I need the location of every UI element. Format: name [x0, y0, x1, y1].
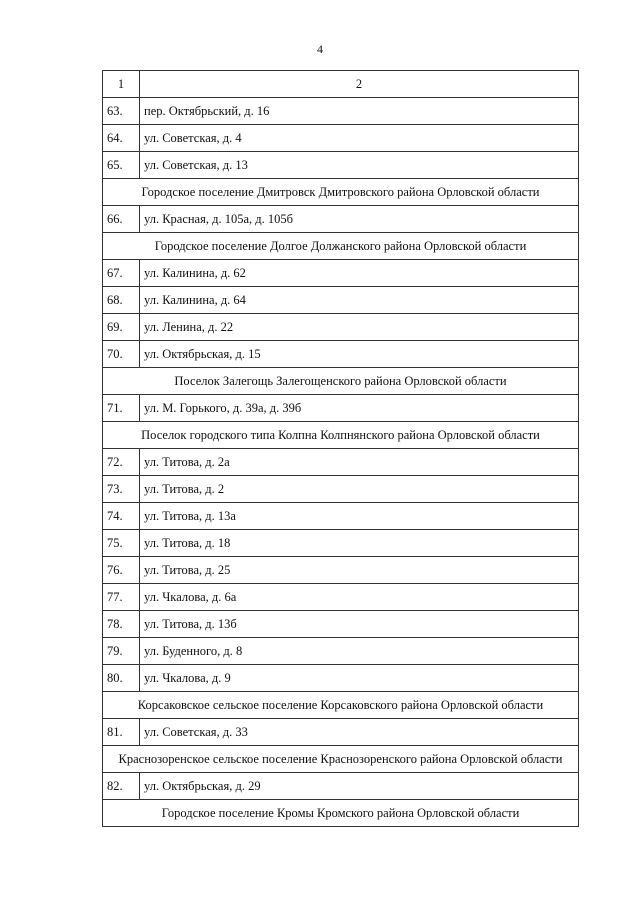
table-row: [103, 584, 579, 611]
section-row: [103, 368, 579, 395]
row-address: ул. Титова, д. 18: [140, 530, 579, 557]
row-number: 81.: [103, 719, 140, 746]
table-row: [103, 638, 579, 665]
section-row: [103, 233, 579, 260]
header-cell-address: 2: [140, 71, 579, 98]
row-address: ул. Титова, д. 13б: [140, 611, 579, 638]
table-header-row: [103, 71, 579, 98]
row-address: ул. Титова, д. 25: [140, 557, 579, 584]
row-number: 79.: [103, 638, 140, 665]
row-address: ул. Титова, д. 2: [140, 476, 579, 503]
row-number: 80.: [103, 665, 140, 692]
row-address: ул. Советская, д. 4: [140, 125, 579, 152]
page-number: 4: [317, 42, 323, 56]
row-number: 75.: [103, 530, 140, 557]
table-row: [103, 611, 579, 638]
table-row: [103, 395, 579, 422]
row-number: 66.: [103, 206, 140, 233]
row-number: 74.: [103, 503, 140, 530]
row-address: ул. Чкалова, д. 9: [140, 665, 579, 692]
row-address: ул. Советская, д. 33: [140, 719, 579, 746]
section-row: [103, 746, 579, 773]
row-address: ул. Буденного, д. 8: [140, 638, 579, 665]
table-row: [103, 206, 579, 233]
section-row: [103, 692, 579, 719]
row-address: ул. Калинина, д. 62: [140, 260, 579, 287]
table-row: [103, 152, 579, 179]
table-row: [103, 314, 579, 341]
row-number: 77.: [103, 584, 140, 611]
row-address: ул. Титова, д. 13а: [140, 503, 579, 530]
table-row: [103, 260, 579, 287]
row-address: ул. Октябрьская, д. 29: [140, 773, 579, 800]
row-number: 65.: [103, 152, 140, 179]
table-row: [103, 530, 579, 557]
row-number: 78.: [103, 611, 140, 638]
row-number: 67.: [103, 260, 140, 287]
table-row: [103, 503, 579, 530]
row-address: ул. Октябрьская, д. 15: [140, 341, 579, 368]
table-row: [103, 287, 579, 314]
section-title: Городское поселение Дмитровск Дмитровского района Орловской области: [103, 179, 579, 206]
row-number: 72.: [103, 449, 140, 476]
table-row: [103, 665, 579, 692]
row-number: 71.: [103, 395, 140, 422]
row-number: 64.: [103, 125, 140, 152]
section-title: Поселок городского типа Колпна Колпнянского района Орловской области: [103, 422, 579, 449]
row-number: 82.: [103, 773, 140, 800]
table-row: [103, 476, 579, 503]
table-row: [103, 125, 579, 152]
section-row: [103, 179, 579, 206]
section-row: [103, 422, 579, 449]
address-table: [102, 70, 579, 827]
table-row: [103, 557, 579, 584]
row-address: ул. Чкалова, д. 6а: [140, 584, 579, 611]
row-address: ул. Калинина, д. 64: [140, 287, 579, 314]
table-row: [103, 98, 579, 125]
row-address: ул. М. Горького, д. 39а, д. 39б: [140, 395, 579, 422]
row-number: 73.: [103, 476, 140, 503]
table-row: [103, 773, 579, 800]
table-row: [103, 341, 579, 368]
section-title: Городское поселение Кромы Кромского района Орловской области: [103, 800, 579, 827]
row-address: пер. Октябрьский, д. 16: [140, 98, 579, 125]
row-number: 63.: [103, 98, 140, 125]
row-number: 68.: [103, 287, 140, 314]
row-address: ул. Титова, д. 2а: [140, 449, 579, 476]
table-row: [103, 449, 579, 476]
table-row: [103, 719, 579, 746]
section-title: Корсаковское сельское поселение Корсаковского района Орловской области: [103, 692, 579, 719]
row-address: ул. Советская, д. 13: [140, 152, 579, 179]
row-number: 69.: [103, 314, 140, 341]
row-address: ул. Ленина, д. 22: [140, 314, 579, 341]
section-title: Краснозоренское сельское поселение Краснозоренского района Орловской области: [103, 746, 579, 773]
row-address: ул. Красная, д. 105а, д. 105б: [140, 206, 579, 233]
table-body: [103, 71, 579, 827]
row-number: 76.: [103, 557, 140, 584]
row-number: 70.: [103, 341, 140, 368]
header-cell-number: 1: [103, 71, 140, 98]
section-title: Городское поселение Долгое Должанского района Орловской области: [103, 233, 579, 260]
section-title: Поселок Залегощь Залегощенского района Орловской области: [103, 368, 579, 395]
section-row: [103, 800, 579, 827]
